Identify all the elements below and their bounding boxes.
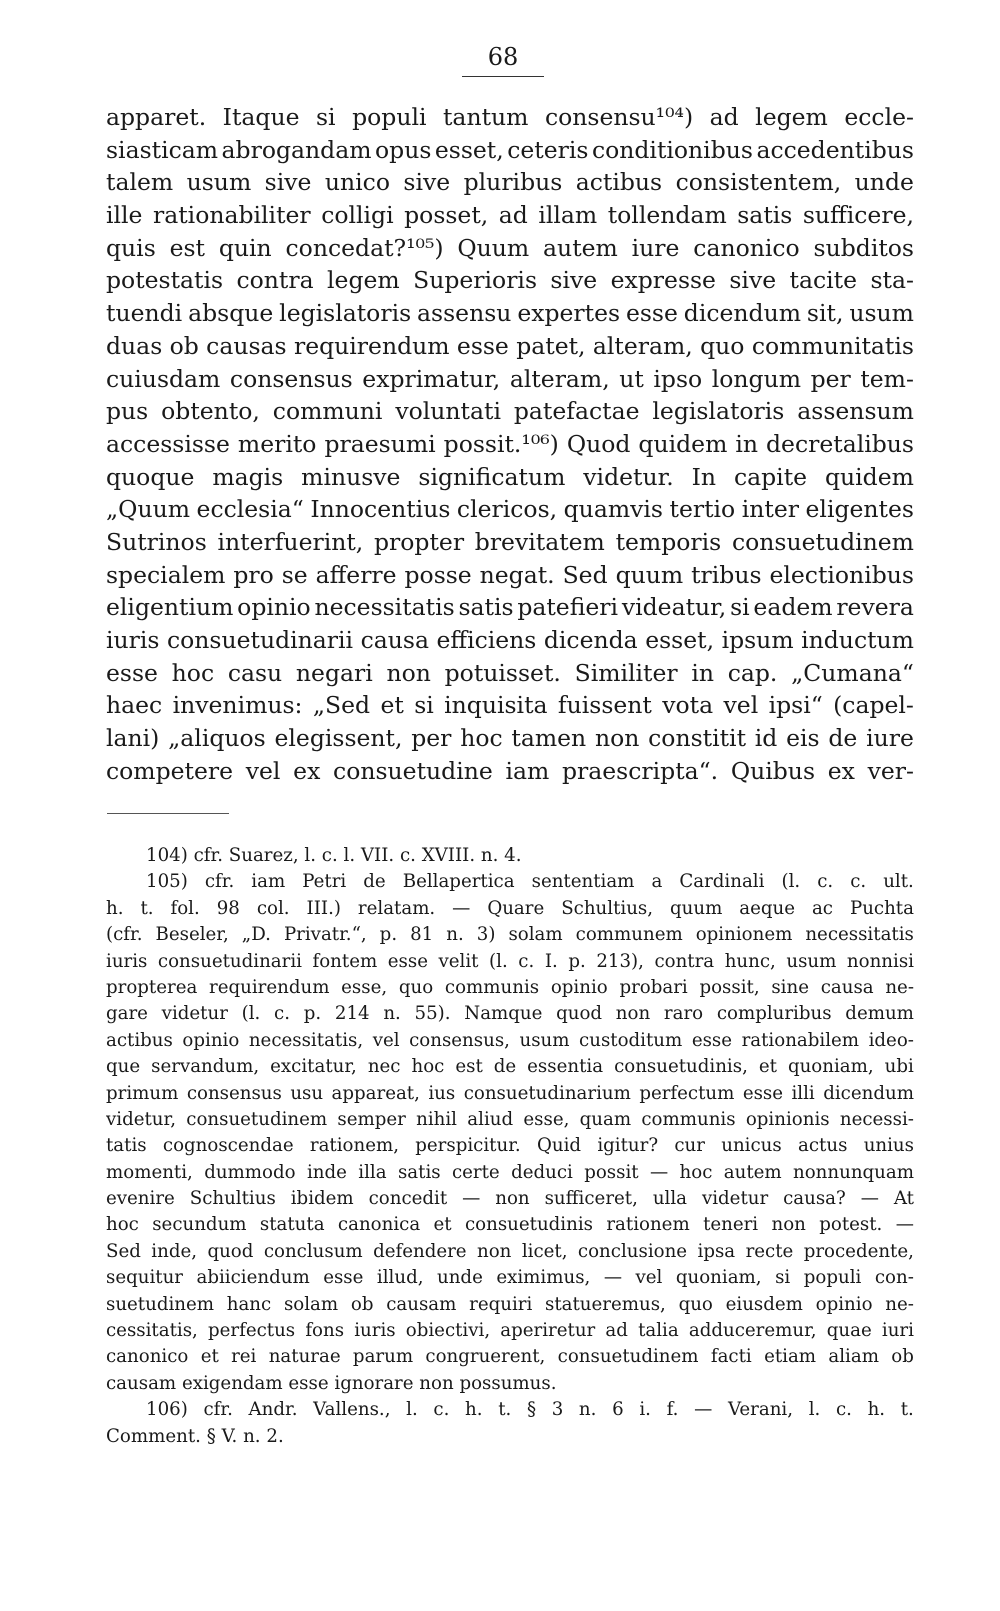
- text-line: quoque magis minusve significatum videtur. In capite quidem: [106, 462, 914, 491]
- page-number: 68: [487, 43, 519, 71]
- text-line: pus obtento, communi voluntati patefactae legislatoris assensum: [106, 397, 914, 426]
- footnote-line: 106) cfr. Andr. Vallens., l. c. h. t. § 3 n. 6 i. f. — Verani, l. c. h. t.: [146, 1399, 914, 1421]
- footnote-line: cessitatis, perfectus fons iuris obiectivi, aperiretur ad talia adduceremur, quae iuri: [106, 1320, 914, 1342]
- text-line: Sutrinos interfuerint, propter brevitatem temporis consuetudinem: [106, 527, 914, 556]
- footnote-line: Comment. § V. n. 2.: [106, 1425, 284, 1447]
- text-line: siasticam abrogandam opus esset, ceteris conditionibus accedentibus: [106, 135, 914, 164]
- text-line: cuiusdam consensus exprimatur, alteram, ut ipso longum per tem-: [106, 364, 914, 393]
- text-line: esse hoc casu negari non potuisset. Similiter in cap. „Cumana“: [106, 658, 914, 687]
- text-line: talem usum sive unico sive pluribus actibus consistentem, unde: [106, 168, 914, 197]
- footnote-line: videtur, consuetudinem semper nihil aliud esse, quam communis opinionis necessi-: [106, 1108, 914, 1130]
- text-line: accessisse merito praesumi possit.¹⁰⁶) Quod quidem in decretalibus: [106, 429, 914, 458]
- text-line: lani) „aliquos elegissent, per hoc tamen non constitit id eis de iure: [106, 724, 914, 753]
- footnote-separator: [107, 813, 229, 814]
- text-line: competere vel ex consuetudine iam praescripta“. Quibus ex ver-: [106, 756, 914, 785]
- text-line: potestatis contra legem Superioris sive expresse sive tacite sta-: [106, 266, 914, 295]
- footnote-line: (cfr. Beseler, „D. Privatr.“, p. 81 n. 3) solam communem opinionem necessitatis: [106, 924, 914, 946]
- footnote-line: iuris consuetudinarii fontem esse velit (l. c. I. p. 213), contra hunc, usum nonnisi: [106, 950, 914, 972]
- footnotes: [106, 843, 914, 1450]
- text-line: apparet. Itaque si populi tantum consensu¹⁰⁴) ad legem eccle-: [106, 103, 914, 131]
- text-line: duas ob causas requirendum esse patet, alteram, quo communitatis: [106, 331, 914, 360]
- footnote-line: 105) cfr. iam Petri de Bellapertica sententiam a Cardinali (l. c. c. ult.: [146, 871, 914, 893]
- text-line: iuris consuetudinarii causa efficiens dicenda esset, ipsum inductum: [106, 626, 914, 654]
- text-line: eligentium opinio necessitatis satis patefieri videatur, si eadem revera: [106, 593, 914, 622]
- footnote-line: 104) cfr. Suarez, l. c. l. VII. c. XVIII. n. 4.: [146, 845, 522, 866]
- footnote-line: primum consensus usu appareat, ius consuetudinarium perfectum esse illi dicendum: [106, 1082, 914, 1104]
- footnote-line: propterea requirendum esse, quo communis opinio probari possit, sine causa ne-: [106, 976, 914, 998]
- footnote-line: evenire Schultius ibidem concedit — non sufficeret, ulla videtur causa? — At: [106, 1188, 914, 1210]
- footnote-line: suetudinem hanc solam ob causam requiri statueremus, quo eiusdem opinio ne-: [106, 1293, 914, 1315]
- footnote-line: Sed inde, quod conclusum defendere non licet, conclusione ipsa recte procedente,: [106, 1240, 914, 1262]
- footnote-line: tatis cognoscendae rationem, perspicitur. Quid igitur? cur unicus actus unius: [106, 1135, 914, 1157]
- footnote-line: que servandum, excitatur, nec hoc est de essentia consuetudinis, et quoniam, ubi: [106, 1056, 914, 1078]
- footnote-line: sequitur abiiciendum esse illud, unde eximimus, — vel quoniam, si populi con-: [106, 1267, 914, 1289]
- text-line: quis est quin concedat?¹⁰⁵) Quum autem iure canonico subditos: [106, 233, 914, 262]
- text-line: tuendi absque legislatoris assensu expertes esse dicendum sit, usum: [106, 299, 914, 328]
- footnote-line: canonico et rei naturae parum congruerent, consuetudinem facti etiam aliam ob: [106, 1346, 914, 1368]
- footnote-line: h. t. fol. 98 col. III.) relatam. — Quare Schultius, quum aeque ac Puchta: [106, 897, 914, 919]
- footnote-line: hoc secundum statuta canonica et consuetudinis rationem teneri non potest. —: [106, 1214, 914, 1236]
- footnote-line: causam exigendam esse ignorare non possumus.: [106, 1372, 557, 1394]
- footnote-line: momenti, dummodo inde illa satis certe deduci possit — hoc autem nonnunquam: [106, 1161, 914, 1183]
- text-line: specialem pro se afferre posse negat. Sed quum tribus electionibus: [106, 560, 914, 589]
- footnote-line: gare videtur (l. c. p. 214 n. 55). Namque quod non raro compluribus demum: [106, 1003, 914, 1025]
- text-line: haec invenimus: „Sed et si inquisita fuissent vota vel ipsi“ (capel-: [106, 691, 914, 720]
- footnote-line: actibus opinio necessitatis, vel consensus, usum custoditum esse rationabilem ideo-: [106, 1029, 914, 1051]
- text-line: „Quum ecclesia“ Innocentius clericos, quamvis tertio inter eligentes: [106, 495, 914, 524]
- page-number-rule: [462, 76, 544, 77]
- text-line: ille rationabiliter colligi posset, ad illam tollendam satis sufficere,: [106, 201, 914, 230]
- main-text: [106, 101, 914, 787]
